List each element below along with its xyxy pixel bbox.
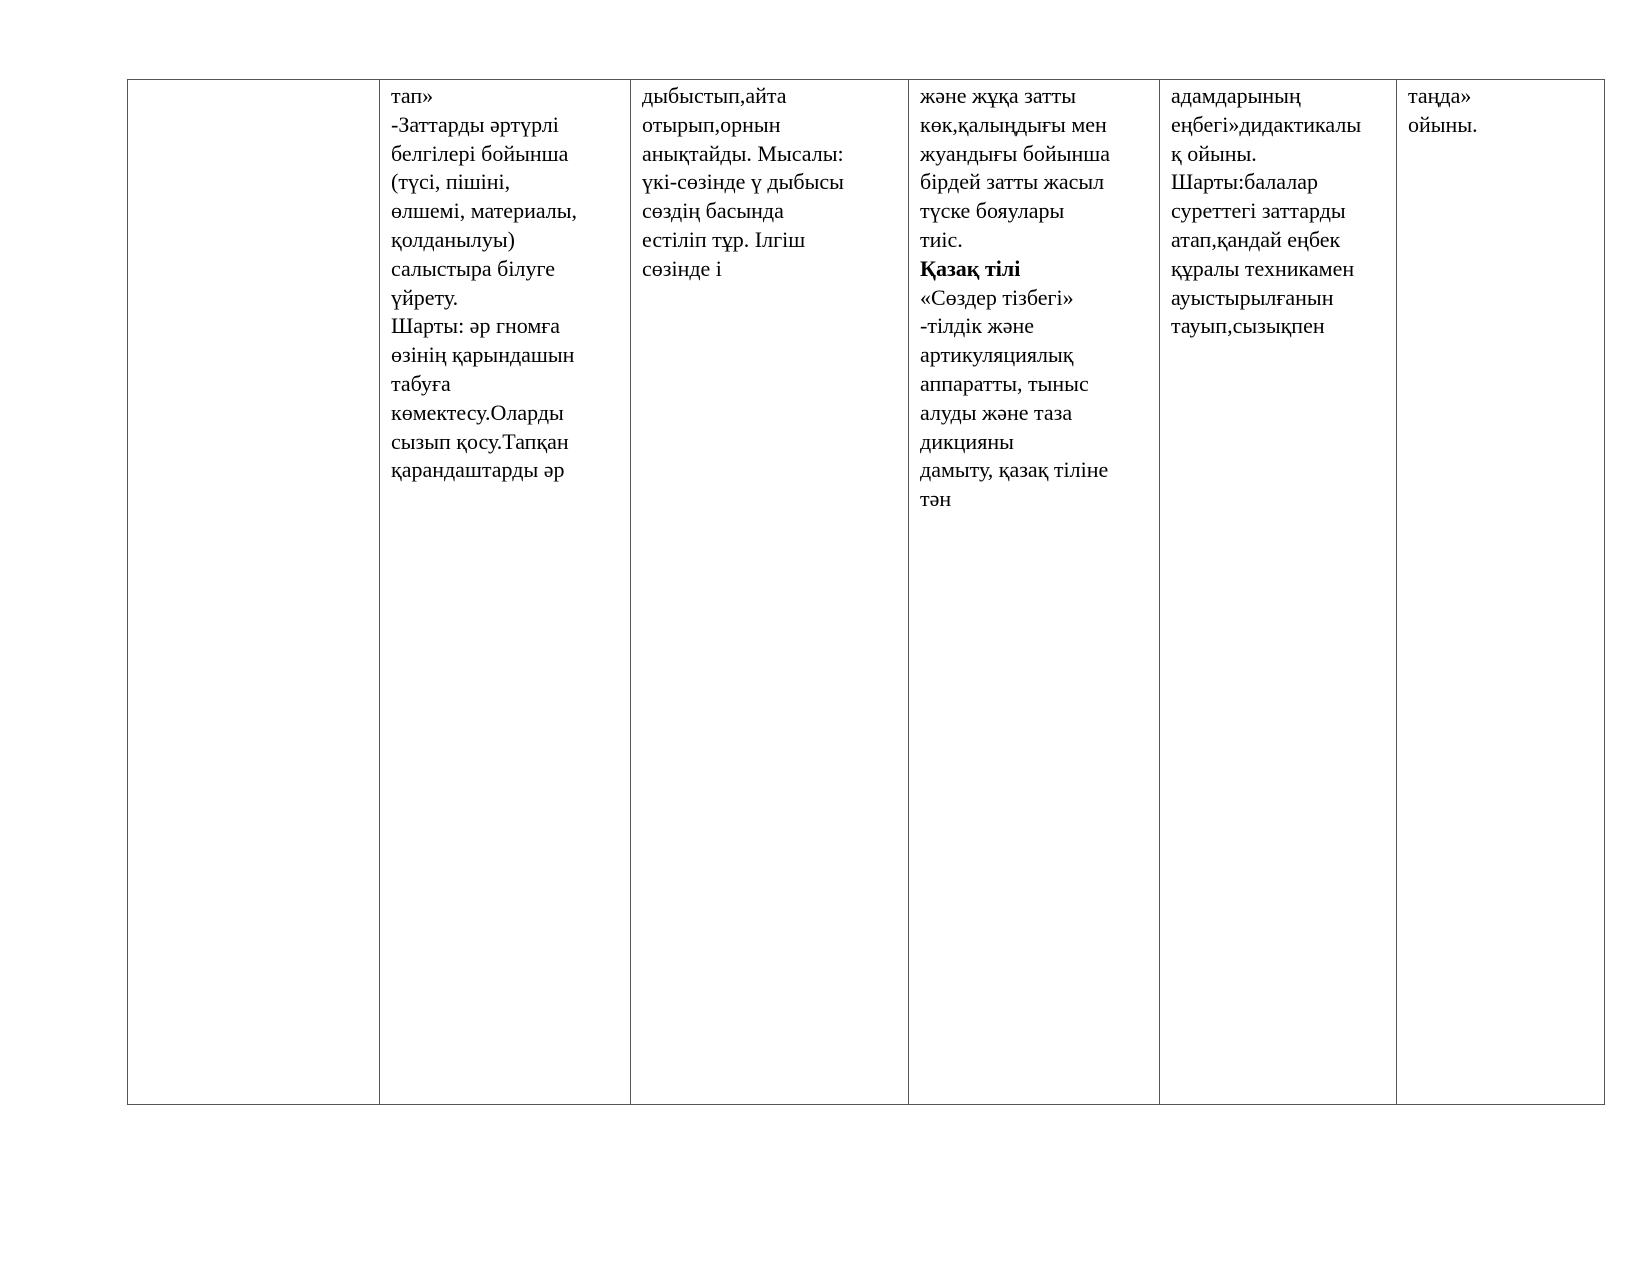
text-line: Шарты:балалар (1171, 169, 1319, 195)
text-line: табуға (391, 370, 451, 396)
text-line: көк,қалыңдығы мен (920, 111, 1107, 137)
text-line: қолданылуы) (391, 226, 515, 252)
text-line: артикуляциялық (920, 342, 1074, 368)
table-cell-col-5 (1160, 80, 1397, 1105)
table-cell-col-3 (631, 80, 909, 1105)
text-line: жуандығы бойынша (920, 140, 1110, 166)
text-line: бірдей затты жасыл (920, 169, 1105, 195)
text-line: ойыны. (1408, 111, 1478, 137)
table-row (128, 80, 1605, 1105)
text-line: тап» (391, 83, 434, 108)
table-cell-col-6 (1397, 80, 1605, 1105)
text-line: ауыстырылғанын (1171, 284, 1334, 310)
lesson-plan-table (127, 79, 1605, 1105)
table-cell-col-2 (380, 80, 631, 1105)
text-line: сөздің басында (642, 198, 784, 224)
text-line: дикцияны (920, 428, 1014, 454)
text-line: түске бояулары (920, 198, 1065, 224)
text-line: алуды және таза (920, 399, 1073, 425)
text-line: Шарты: әр гномға (391, 313, 561, 339)
text-line: -Заттарды әртүрлі (391, 111, 559, 137)
text-line: құралы техникамен (1171, 255, 1355, 281)
text-line: аппаратты, тыныс (920, 370, 1089, 396)
text-line: «Сөздер тізбегі» (920, 284, 1074, 310)
text-line: қ ойыны. (1171, 140, 1257, 166)
text-line: дыбыстып,айта (642, 83, 787, 108)
text-line: еңбегі»дидактикалы (1171, 111, 1362, 137)
table-cell-col-1 (128, 80, 380, 1105)
text-line: естіліп тұр. Ілгіш (642, 226, 806, 252)
text-line: таңда» (1408, 83, 1472, 108)
text-line: көмектесу.Оларды (391, 399, 564, 425)
text-line: -тілдік және (920, 313, 1035, 339)
text-line: және жұқа затты (920, 83, 1077, 108)
text-line: адамдарының (1171, 83, 1301, 108)
text-line: отырып,орнын (642, 111, 781, 137)
text-line: өзінің қарындашын (391, 342, 575, 368)
text-line: анықтайды. Мысалы: (642, 140, 844, 166)
text-line: үкі-сөзінде ү дыбысы (642, 169, 844, 195)
text-line: сөзінде і (642, 255, 722, 281)
text-line: (түсі, пішіні, (391, 169, 511, 195)
text-line: тиіс. (920, 226, 963, 252)
table-cell-col-4 (909, 80, 1160, 1105)
text-line: тауып,сызықпен (1171, 313, 1325, 339)
section-heading: Қазақ тілі (920, 255, 1021, 281)
text-line: тән (920, 486, 952, 512)
text-line: қарандаштарды әр (391, 457, 565, 483)
text-line: суреттегі заттарды (1171, 198, 1346, 224)
text-line: үйрету. (391, 284, 459, 310)
text-line: салыстыра білуге (391, 255, 555, 281)
text-line: белгілері бойынша (391, 140, 569, 166)
text-line: өлшемі, материалы, (391, 198, 578, 224)
text-line: дамыту, қазақ тіліне (920, 457, 1109, 483)
text-line: сызып қосу.Тапқан (391, 428, 569, 454)
text-line: атап,қандай еңбек (1171, 226, 1341, 252)
